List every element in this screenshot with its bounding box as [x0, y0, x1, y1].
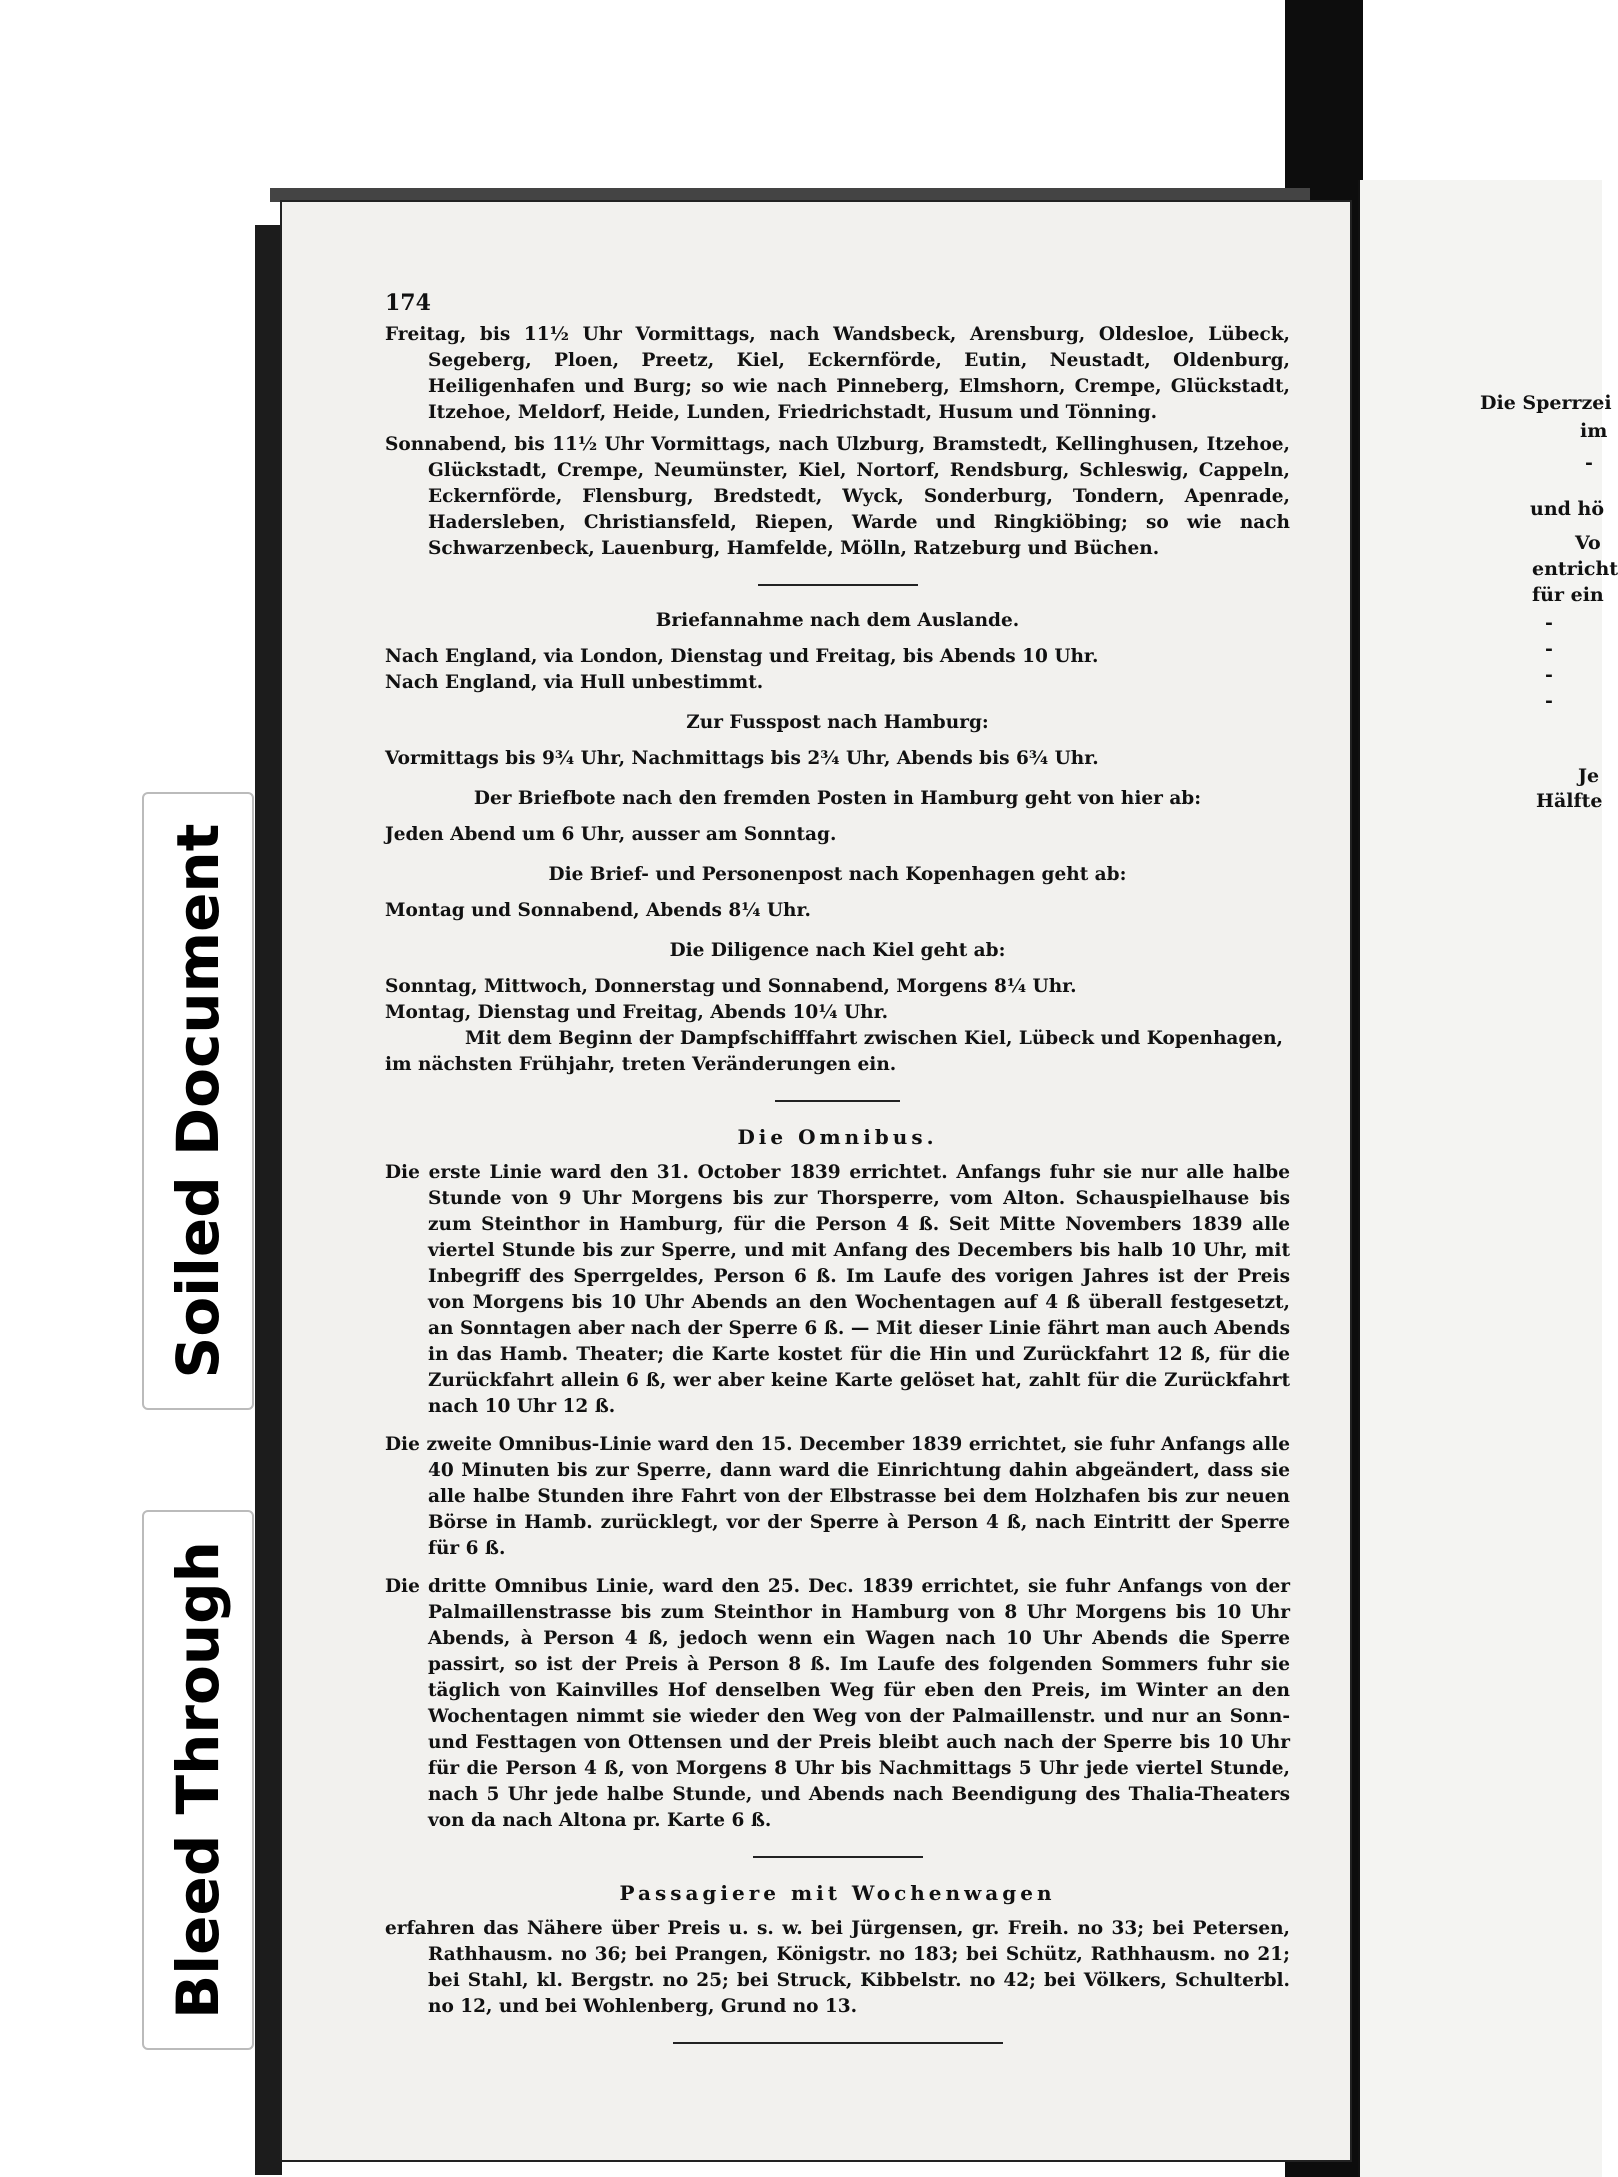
page-left-edge	[255, 225, 282, 2175]
page-content	[385, 280, 1290, 2066]
schedule-paragraph: Sonnabend, bis 11½ Uhr Vormittags, nach Ulzburg, Bramstedt, Kellinghusen, Itzehoe, Glückstadt, Crempe, Neumünster, Kiel, Nortorf, Rendsburg, Schleswig, Cappeln, Eckernförde, Flensburg, Bredstedt, Wyck, Sonderburg, Tondern, Apenrade, Hadersleben, Christiansfeld, Riepen, Warde und Ringkiöbing; so wie nach Schwarzenbeck, Lauenburg, Hamfelde, Mölln, Ratzeburg und Büchen.	[385, 434, 1290, 559]
omnibus-heading: Die Omnibus.	[737, 1125, 938, 1149]
section-heading: Zur Fusspost nach Hamburg:	[686, 712, 989, 733]
page-number: 174	[385, 290, 431, 316]
facing-page-text: entricht	[1532, 558, 1618, 580]
text-line: Nach England, via Hull unbestimmt.	[385, 672, 764, 693]
note-line: Mit dem Beginn der Dampfschifffahrt zwischen Kiel, Lübeck und Kopenhagen,	[465, 1028, 1283, 1049]
section-heading: Briefannahme nach dem Auslande.	[655, 610, 1020, 631]
divider	[775, 1100, 900, 1102]
facing-page-text: Je	[1578, 765, 1600, 787]
facing-page-text: -	[1545, 612, 1553, 634]
text-line: Vormittags bis 9¾ Uhr, Nachmittags bis 2¾ Uhr, Abends bis 6¾ Uhr.	[385, 748, 1099, 769]
facing-page-text: -	[1585, 452, 1593, 474]
divider	[673, 2042, 1003, 2044]
section-heading: Die Diligence nach Kiel geht ab:	[669, 940, 1006, 961]
text-line: Montag, Dienstag und Freitag, Abends 10¼ Uhr.	[385, 1002, 889, 1023]
omnibus-paragraph: Die dritte Omnibus Linie, ward den 25. Dec. 1839 errichtet, sie fuhr Anfangs von der Palmaillenstrasse bis zum Steinthor in Hamburg von 8 Uhr Morgens bis 10 Uhr Abends, à Person 4 ß, jedoch wenn ein Wagen nach 10 Uhr Abends die Sperre passirt, so ist der Preis à Person 8 ß. Im Laufe des folgenden Sommers fuhr sie täglich von Kainvilles Hof denselben Weg für eben den Preis, im Winter an den Wochentagen nimmt sie wieder den Weg von der Palmaillenstr. und nur an Sonn- und Festtagen von Ottensen und der Preis bleibt auch nach der Sperre bis 10 Uhr für die Person 4 ß, von Morgens 8 Uhr bis Nachmittags 5 Uhr jede viertel Stunde, nach 5 Uhr jede halbe Stunde, und Abends nach Beendigung des Thalia-Theaters von da nach Altona pr. Karte 6 ß.	[385, 1576, 1290, 1831]
section-heading: Die Brief- und Personenpost nach Kopenhagen geht ab:	[548, 864, 1127, 885]
facing-page-text: Hälfte	[1536, 790, 1603, 812]
facing-page-text: -	[1545, 664, 1553, 686]
wochenwagen-paragraph: erfahren das Nähere über Preis u. s. w. bei Jürgensen, gr. Freih. no 33; bei Petersen, Rathhausm. no 36; bei Prangen, Königstr. no 183; bei Schütz, Rathhausm. no 21; bei Stahl, kl. Bergstr. no 25; bei Struck, Kibbelstr. no 42; bei Völkers, Schulterbl. no 12, und bei Wohlenberg, Grund no 13.	[385, 1918, 1290, 2017]
text-line: Sonntag, Mittwoch, Donnerstag und Sonnabend, Morgens 8¼ Uhr.	[385, 976, 1077, 997]
omnibus-paragraph: Die zweite Omnibus-Linie ward den 15. December 1839 errichtet, sie fuhr Anfangs alle 40 Minuten bis zur Sperre, dann ward die Einrichtung dahin abgeändert, dass sie alle halbe Stunden ihre Fahrt von der Elbstrasse bei dem Holzhafen bis zur neuen Börse in Hamb. zurücklegt, vor der Sperre à Person 4 ß, nach Eintritt der Sperre für 6 ß.	[385, 1434, 1290, 1559]
divider	[758, 584, 918, 586]
divider	[753, 1856, 923, 1858]
text-line: Montag und Sonnabend, Abends 8¼ Uhr.	[385, 900, 811, 921]
wochenwagen-heading: Passagiere mit Wochenwagen	[619, 1881, 1056, 1905]
facing-page-text: für ein	[1532, 584, 1604, 606]
soiled-document-label: Soiled Document	[164, 823, 232, 1379]
text-line: Jeden Abend um 6 Uhr, ausser am Sonntag.	[385, 824, 837, 845]
facing-page-text: Vo	[1575, 532, 1601, 554]
facing-page-text: -	[1545, 638, 1553, 660]
facing-page-text: und hö	[1530, 498, 1605, 520]
facing-page-text: im	[1580, 420, 1608, 442]
facing-page-text: Die Sperrzei	[1480, 392, 1612, 414]
omnibus-paragraph: Die erste Linie ward den 31. October 1839 errichtet. Anfangs fuhr sie nur alle halbe Stunde von 9 Uhr Morgens bis zur Thorsperre, vom Alton. Schauspielhause bis zum Steinthor in Hamburg, für die Person 4 ß. Seit Mitte Novembers 1839 alle viertel Stunde bis zur Sperre, und mit Anfang des Decembers bis halb 10 Uhr, mit Inbegriff des Sperrgeldes, Person 6 ß. Im Laufe des vorigen Jahres ist der Preis von Morgens bis 10 Uhr Abends an den Wochentagen auf 4 ß überall festgesetzt, an Sonntagen aber nach der Sperre 6 ß. — Mit dieser Linie fährt man auch Abends in das Hamb. Theater; die Karte kostet für die Hin und Zurückfahrt 12 ß, für die Zurückfahrt allein 6 ß, wer aber keine Karte gelöset hat, zahlt für die Zurückfahrt nach 10 Uhr 12 ß.	[385, 1162, 1290, 1417]
bleed-through-label: Bleed Through	[164, 1541, 232, 2019]
section-heading: Der Briefbote nach den fremden Posten in Hamburg geht von hier ab:	[473, 788, 1202, 809]
schedule-paragraph: Freitag, bis 11½ Uhr Vormittags, nach Wandsbeck, Arensburg, Oldesloe, Lübeck, Segeberg, Ploen, Preetz, Kiel, Eckernförde, Eutin, Neustadt, Oldenburg, Heiligenhafen und Burg; so wie nach Pinneberg, Elmshorn, Crempe, Glückstadt, Itzehoe, Meldorf, Heide, Lunden, Friedrichstadt, Husum und Tönning.	[385, 324, 1290, 423]
label-tab-soiled	[142, 792, 254, 1410]
label-tab-bleed	[142, 1510, 254, 2050]
facing-page-text: -	[1545, 690, 1553, 712]
facing-page	[1358, 180, 1618, 2177]
note-line: im nächsten Frühjahr, treten Veränderungen ein.	[385, 1054, 897, 1075]
text-line: Nach England, via London, Dienstag und Freitag, bis Abends 10 Uhr.	[385, 646, 1099, 667]
